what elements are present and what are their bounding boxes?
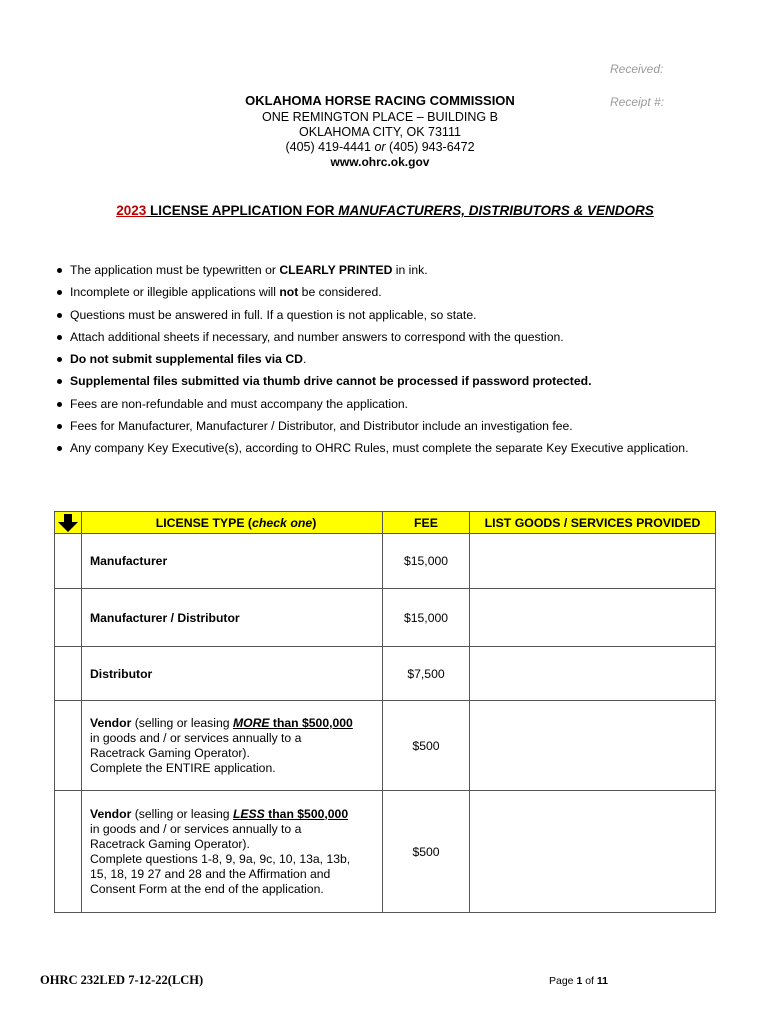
page-title [0,203,770,218]
fee-value: $500 [383,701,470,791]
title-text-italic: MANUFACTURERS, DISTRIBUTORS & VENDORS [338,203,654,218]
license-checkbox-manufacturer[interactable] [55,534,82,589]
license-checkbox-distributor[interactable] [55,647,82,701]
address-line-1: ONE REMINGTON PLACE – BUILDING B [262,110,498,124]
receipt-number-label: Receipt #: [610,95,665,109]
phone-secondary: (405) 943-6472 [389,140,475,154]
page-number: Page 1 of 11 [549,975,608,987]
bullet-icon [57,357,62,362]
license-type-vendor-more: Vendor (selling or leasing MORE than $500,000 in goods and / or services annually to a Racetrack Gaming Operator). Complete the ENTIRE application. [82,701,383,791]
goods-services-field[interactable] [470,534,716,589]
fee-value: $500 [383,791,470,913]
license-checkbox-vendor-more[interactable] [55,701,82,791]
bullet-icon [57,424,62,429]
fee-value: $15,000 [383,589,470,647]
address-line-2: OKLAHOMA CITY, OK 73111 [299,125,461,139]
bullet-icon [57,379,62,384]
phone-primary: (405) 419-4441 [285,140,371,154]
list-item: Incomplete or illegible applications will not be considered. [54,285,688,307]
list-item: Any company Key Executive(s), according to OHRC Rules, must complete the separate Key Executive application. [54,441,688,463]
fee-value: $7,500 [383,647,470,701]
list-item: Fees for Manufacturer, Manufacturer / Distributor, and Distributor include an investigation fee. [54,419,688,441]
bullet-icon [57,446,62,451]
goods-services-field[interactable] [470,701,716,791]
list-item: Questions must be answered in full. If a question is not applicable, so state. [54,308,688,330]
license-type-table [54,511,716,913]
license-type-label: Manufacturer / Distributor [82,589,383,647]
table-row [55,589,716,647]
title-year: 2023 [116,203,147,218]
instruction-list [54,263,688,464]
license-type-vendor-less: Vendor (selling or leasing LESS than $500,000 in goods and / or services annually to a Racetrack Gaming Operator). Complete questions 1-8, 9, 9a, 9c, 10, 13a, 13b, 15, 18, 19 27 and 28 and the Affirmation and Consent Form at the end of the application. [82,791,383,913]
table-row [55,701,716,791]
goods-header: LIST GOODS / SERVICES PROVIDED [470,512,716,534]
bullet-icon [57,268,62,273]
license-type-header: LICENSE TYPE (check one) [82,512,383,534]
letterhead [0,93,760,170]
table-row [55,534,716,589]
license-checkbox-vendor-less[interactable] [55,791,82,913]
title-text: LICENSE APPLICATION FOR [146,203,339,218]
list-item: Attach additional sheets if necessary, and number answers to correspond with the question. [54,330,688,352]
bullet-icon [57,290,62,295]
fee-header: FEE [383,512,470,534]
goods-services-field[interactable] [470,589,716,647]
table-row [55,791,716,913]
bullet-icon [57,335,62,340]
form-id: OHRC 232LED 7-12-22(LCH) [40,973,204,987]
table-row [55,647,716,701]
bullet-icon [57,313,62,318]
check-column-header [55,512,82,534]
license-type-label: Distributor [82,647,383,701]
bullet-icon [57,402,62,407]
license-checkbox-manufacturer-distributor[interactable] [55,589,82,647]
goods-services-field[interactable] [470,647,716,701]
list-item: Do not submit supplemental files via CD. [54,352,688,374]
goods-services-field[interactable] [470,791,716,913]
list-item: Supplemental files submitted via thumb drive cannot be processed if password protected. [54,374,688,396]
table-header-row [55,512,716,534]
fee-value: $15,000 [383,534,470,589]
website: www.ohrc.ok.gov [330,155,430,169]
arrow-down-icon [58,514,78,532]
list-item: The application must be typewritten or CLEARLY PRINTED in ink. [54,263,688,285]
license-type-label: Manufacturer [82,534,383,589]
list-item: Fees are non-refundable and must accompany the application. [54,397,688,419]
phone-line [0,140,760,155]
phone-or: or [374,140,386,154]
received-stamp-label: Received: [610,62,664,76]
organization-name: OKLAHOMA HORSE RACING COMMISSION [245,93,515,108]
